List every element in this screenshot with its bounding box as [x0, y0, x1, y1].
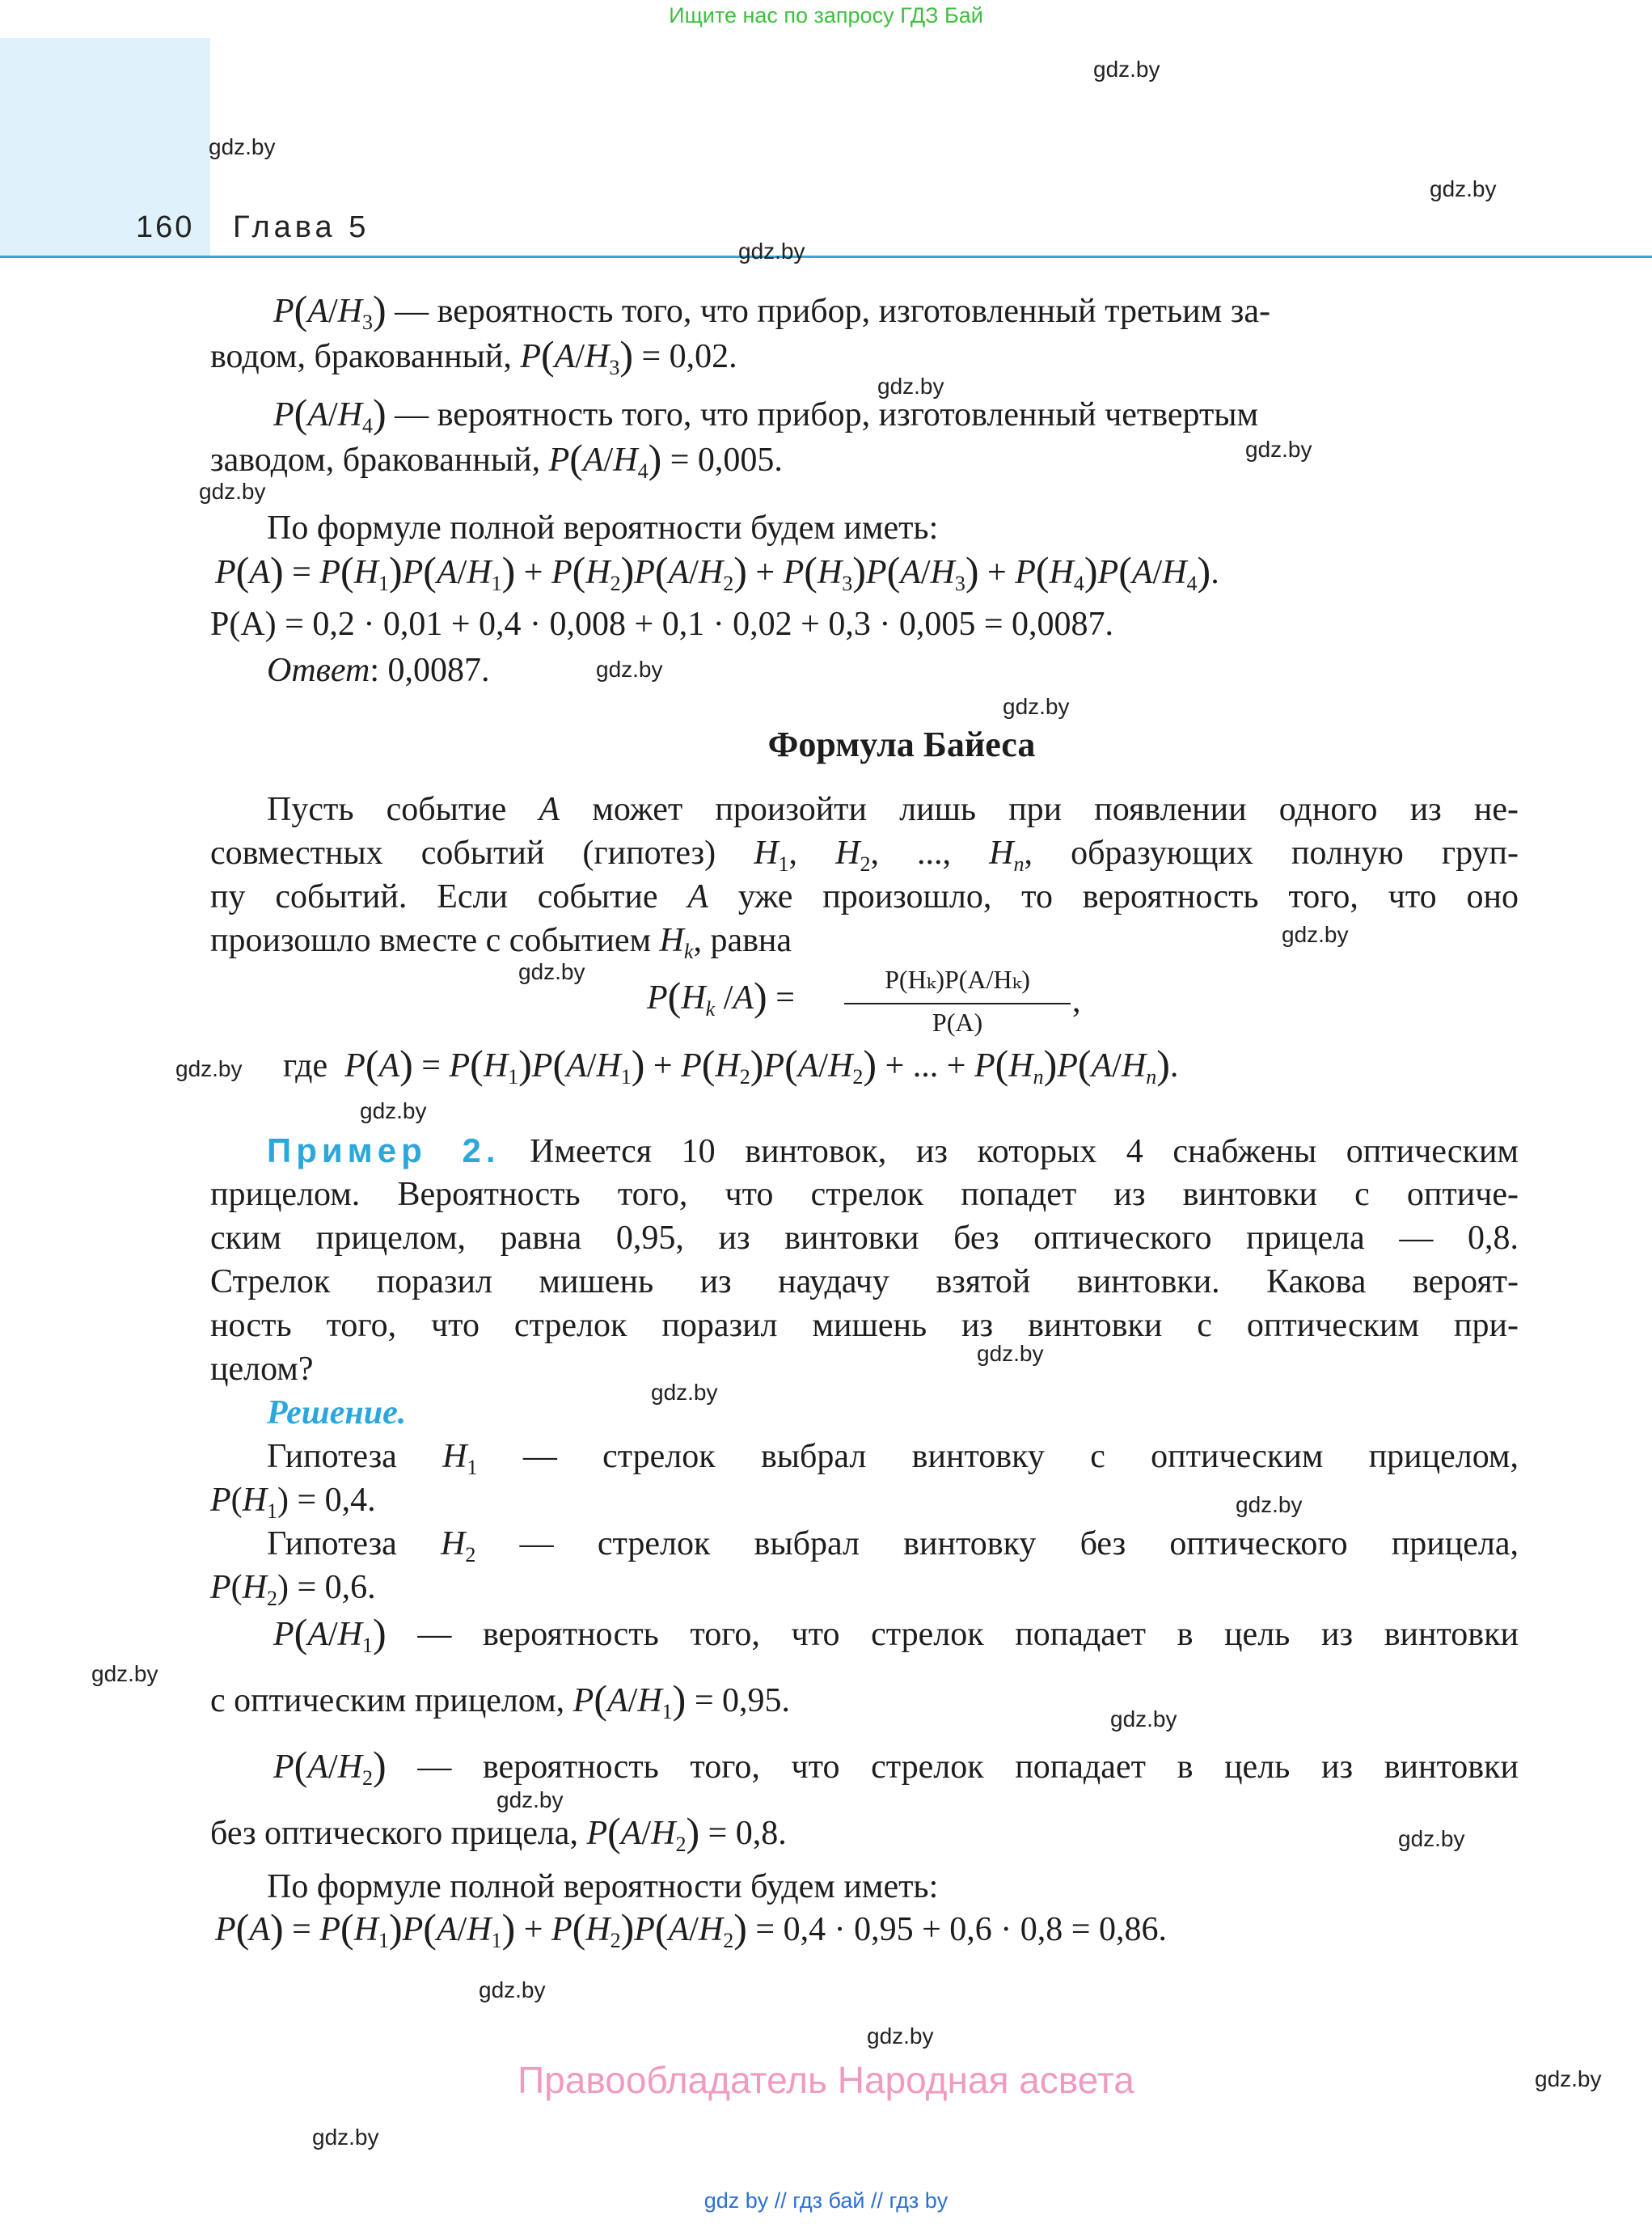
- solution-line: без оптического прицела, $P(A/H_2) = 0,8$.: [210, 1809, 787, 1856]
- watermark: gdz.by: [91, 1661, 158, 1686]
- fraction-denominator: P(A): [932, 1008, 983, 1037]
- solution-line: Гипотеза $H_2$ — стрелок выбрал винтовку без оптического прицела,: [267, 1525, 1519, 1567]
- watermark: gdz.by: [1110, 1706, 1177, 1731]
- fraction-bar: [844, 1003, 1071, 1004]
- example-line: прицелом. Вероятность того, что стрелок попадет из винтовки с оптиче-: [210, 1176, 1519, 1213]
- watermark: gdz.by: [496, 1787, 564, 1812]
- numeric-calculation: P(A) = 0,2 · 0,01 + 0,4 · 0,008 + 0,1 · 0,02 + 0,3 · 0,005 = 0,0087.: [210, 606, 1114, 643]
- rights-holder: Правообладатель Народная асвета: [518, 2059, 1134, 2101]
- text-line: заводом, бракованный, $P(A/H_4) = 0,005$.: [210, 436, 783, 483]
- example-line: Стрелок поразил мишень из наудачу взятой винтовки. Какова вероят-: [210, 1263, 1519, 1300]
- solution-line: $P(A/H_2)$ — вероятность того, что стрелок попадает в цель из винтовки: [273, 1743, 1519, 1790]
- header-rule: [0, 256, 1652, 258]
- solution-label: Решение.: [267, 1394, 407, 1431]
- text-line: пу событий. Если событие A уже произошло, то вероятность того, что оно: [210, 878, 1519, 915]
- answer-line: Ответ: 0,0087.: [267, 652, 490, 689]
- watermark: gdz.by: [877, 374, 944, 399]
- watermark: gdz.by: [360, 1098, 427, 1123]
- watermark: gdz.by: [175, 1056, 243, 1081]
- watermark: gdz.by: [209, 134, 276, 159]
- section-title: Формула Байеса: [767, 725, 1036, 764]
- watermark: gdz.by: [1282, 922, 1349, 947]
- example-line: Пример 2. Имеется 10 винтовок, из которых 4 снабжены оптическим: [267, 1131, 1519, 1170]
- solution-line: с оптическим прицелом, $P(A/H_1) = 0,95$.: [210, 1676, 790, 1723]
- bayes-denominator-formula: где $P(A) = P(H_1)P(A/H_1) + P(H_2)P(A/H_2)$ + ... + $P(H_n)P(A/H_n)$.: [283, 1042, 1179, 1089]
- footer-links[interactable]: gdz by // гдз бай // гдз by: [703, 2188, 949, 2213]
- watermark: gdz.by: [738, 239, 805, 264]
- solution-line: $P(H_1) = 0,4$.: [210, 1482, 376, 1523]
- watermark: gdz.by: [1245, 437, 1312, 462]
- text-line: совместных событий (гипотез) $H_1$, $H_2$, ..., $H_n$, образующих полную груп-: [210, 835, 1519, 876]
- watermark: gdz.by: [1093, 57, 1160, 82]
- watermark: gdz.by: [1535, 2066, 1602, 2091]
- text-line: водом, бракованный, $P(A/H_3) = 0,02$.: [210, 332, 737, 379]
- page-number: 160: [136, 210, 195, 244]
- text-line: Пусть событие A может произойти лишь при появлении одного из не-: [267, 791, 1519, 828]
- formula-total-probability: $P(A) = P(H_1)P(A/H_1) + P(H_2)P(A/H_2) + P(H_3)P(A/H_3) + P(H_4)P(A/H_4)$.: [215, 548, 1219, 595]
- solution-line: Гипотеза $H_1$ — стрелок выбрал винтовку с оптическим прицелом,: [267, 1438, 1519, 1479]
- watermark: gdz.by: [1430, 176, 1497, 201]
- watermark: gdz.by: [199, 479, 266, 504]
- example-line: целом?: [210, 1351, 314, 1388]
- solution-line: $P(A/H_1)$ — вероятность того, что стрелок попадает в цель из винтовки: [273, 1610, 1519, 1657]
- solution-line: $P(H_2) = 0,6$.: [210, 1569, 376, 1610]
- example-line: ность того, что стрелок поразил мишень из винтовки с оптическим при-: [210, 1307, 1519, 1344]
- watermark: gdz.by: [651, 1380, 718, 1405]
- solution-line: По формуле полной вероятности будем иметь:: [267, 1868, 939, 1905]
- text-line: $P(A/H_4)$ — вероятность того, что прибор, изготовленный четвертым: [273, 391, 1259, 438]
- watermark: gdz.by: [312, 2125, 379, 2150]
- final-formula: $P(A) = P(H_1)P(A/H_1) + P(H_2)P(A/H_2) = 0,4 \cdot 0,95 + 0,6 \cdot 0,8 = 0,86$.: [215, 1905, 1167, 1952]
- text-line: произошло вместе с событием $H_k$, равна: [210, 922, 792, 963]
- watermark: gdz.by: [1398, 1826, 1465, 1851]
- fraction-numerator: P(Hₖ)P(A/Hₖ): [885, 965, 1030, 994]
- top-banner: Ищите нас по запросу ГДЗ Бай: [669, 3, 983, 27]
- watermark: gdz.by: [1236, 1492, 1303, 1517]
- watermark: gdz.by: [867, 2023, 934, 2049]
- text-line: $P(A/H_3)$ — вероятность того, что прибор, изготовленный третьим за-: [273, 287, 1270, 334]
- chapter-label: Глава 5: [233, 210, 370, 244]
- text-line: По формуле полной вероятности будем иметь:: [267, 509, 939, 547]
- watermark: gdz.by: [977, 1341, 1044, 1366]
- watermark: gdz.by: [1003, 694, 1070, 719]
- bayes-formula-lhs: $P(H_k$ /A) =: [647, 974, 795, 1021]
- watermark: gdz.by: [518, 959, 585, 984]
- comma: ,: [1072, 983, 1081, 1020]
- example-line: ским прицелом, равна 0,95, из винтовки без оптического прицела — 0,8.: [210, 1220, 1519, 1257]
- watermark: gdz.by: [596, 657, 663, 682]
- watermark: gdz.by: [479, 1977, 546, 2002]
